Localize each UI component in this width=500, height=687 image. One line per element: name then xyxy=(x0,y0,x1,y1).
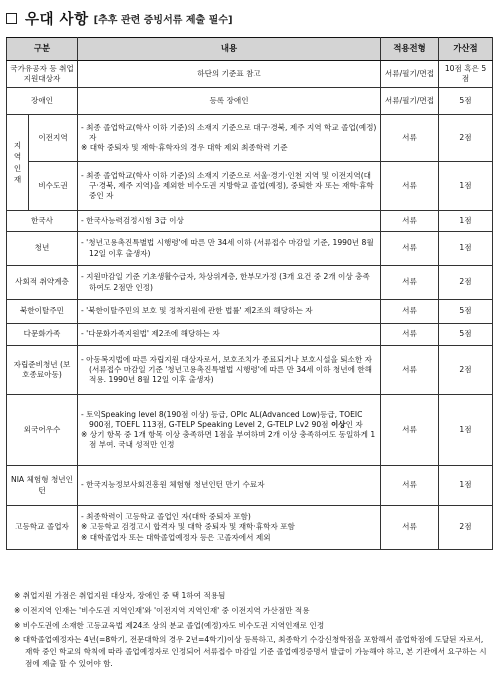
footnote: ※ 취업지원 가점은 취업지원 대상자, 장애인 중 택 1하여 적용됨 xyxy=(14,591,226,600)
checkbox-icon xyxy=(6,13,17,24)
footnote: ※ 이전지역 인재는 '비수도권 지역인재'와 '이전지역 지역인재' 중 이전지역 가산점만 적용 xyxy=(14,605,310,615)
row-type: 서류 xyxy=(381,506,439,550)
table-row xyxy=(7,466,493,506)
row-category: 고등학교 졸업자 xyxy=(7,506,78,550)
row-points: 5점 xyxy=(439,324,493,346)
row-points: 1점 xyxy=(439,211,493,232)
row-points: 1점 xyxy=(439,232,493,266)
table-row xyxy=(7,232,493,266)
footnote: ※ 비수도권에 소재한 고등교육법 제24조 상의 분교 졸업(예정)자도 비수도권 지역인재로 인정 xyxy=(14,620,325,630)
table-row xyxy=(7,162,493,211)
table-row xyxy=(7,61,493,88)
row-type: 서류 xyxy=(381,266,439,300)
table-row xyxy=(7,211,493,232)
table-row xyxy=(7,395,493,466)
row-content: - 지원마감일 기준 기초생활수급자, 차상위계층, 한부모가정 (3개 요건 중 2개 이상 충족하여도 2점만 인정) xyxy=(78,266,381,300)
row-points: 2점 xyxy=(439,506,493,550)
footnote: ※ 대학졸업예정자는 4년(=8학기, 전문대학의 경우 2년=4학기)이상 등록하고, 최종학기 수강신청학점을 포함해서 졸업학점에 도달된 자로서, 재학 중인 학교의 학칙에 따라 졸업예정자로 인정되어 서류접수 마감일 기준 졸업예정증명서 발급이 가능해야 하고, 본 기관에서 요구하는 시점에 제출 할 수 있어야 함. xyxy=(14,635,487,668)
row-category: 장애인 xyxy=(7,88,78,115)
row-type: 서류 xyxy=(381,395,439,466)
row-points: 10점 혹은 5점 xyxy=(439,61,493,88)
table-row xyxy=(7,346,493,395)
row-points: 2점 xyxy=(439,115,493,162)
section-note: [추후 관련 증빙서류 제출 필수] xyxy=(93,14,233,26)
row-content: - 토익Speaking level 8(190점 이상) 등급, OPIc AL(Advanced Low)등급, TOEIC 900점, TOEFL 113점, G-TELP Speaking Level 2, G-TELP Lv2 90점 이상인 자 ※ 상기 항목 중 1개 항목 이상 충족하면 1점을 부여하며 2개 이상 충족하여도 동일하게 1점 부여. 국내 성적만 인정 xyxy=(78,395,381,466)
row-category: 국가유공자 등 취업지원대상자 xyxy=(7,61,78,88)
table-row xyxy=(7,300,493,324)
row-category: 다문화가족 xyxy=(7,324,78,346)
table-row xyxy=(7,506,493,550)
table-row xyxy=(7,115,493,162)
row-type: 서류 xyxy=(381,466,439,506)
row-points: 1점 xyxy=(439,395,493,466)
row-points: 2점 xyxy=(439,266,493,300)
footnotes xyxy=(14,590,492,673)
row-points: 1점 xyxy=(439,466,493,506)
row-type: 서류 xyxy=(381,324,439,346)
row-category: 북한이탈주민 xyxy=(7,300,78,324)
row-category: 청년 xyxy=(7,232,78,266)
row-type: 서류 xyxy=(381,162,439,211)
row-type: 서류/필기/면접 xyxy=(381,88,439,115)
row-content: - 한국지능정보사회진흥원 체험형 청년인턴 만기 수료자 xyxy=(78,466,381,506)
row-category: NIA 체험형 청년인턴 xyxy=(7,466,78,506)
row-points: 2점 xyxy=(439,346,493,395)
table-row xyxy=(7,324,493,346)
row-type: 서류/필기/면접 xyxy=(381,61,439,88)
row-content: 등록 장애인 xyxy=(78,88,381,115)
row-points: 1점 xyxy=(439,162,493,211)
row-type: 서류 xyxy=(381,346,439,395)
row-points: 5점 xyxy=(439,88,493,115)
row-category: 자립준비청년 (보호종료아동) xyxy=(7,346,78,395)
row-group-regional: 지 역 인 재 xyxy=(7,115,29,211)
row-category: 이전지역 xyxy=(29,115,78,162)
row-content: - '북한이탈주민의 보호 및 정착지원에 관한 법률' 제2조의 해당하는 자 xyxy=(78,300,381,324)
row-category: 한국사 xyxy=(7,211,78,232)
row-content: - 최종 졸업학교(학사 이하 기준)의 소재지 기준으로 서울·경기·인천 지역 및 이전지역(대구·경북, 제주 지역)을 제외한 비수도권 지방학교 졸업(예정), 중퇴한 자 또는 재학·휴학 중인 자 xyxy=(78,162,381,211)
table-header-row xyxy=(7,38,493,61)
row-content: - 한국사능력검정시험 3급 이상 xyxy=(78,211,381,232)
header-points: 가산점 xyxy=(439,38,493,61)
row-content: - 최종 졸업학교(학사 이하 기준)의 소재지 기준으로 대구·경북, 제주 지역 학교 졸업(예정)자 ※ 대학 중퇴자 및 재학·휴학자의 경우 대학 제외 최종학력 기준 xyxy=(78,115,381,162)
row-content: - '청년고용촉진특별법 시행령'에 따른 만 34세 이하 (서류접수 마감일 기준, 1990년 8월 12일 이후 출생자) xyxy=(78,232,381,266)
row-category: 비수도권 xyxy=(29,162,78,211)
section-header xyxy=(6,6,233,30)
row-content: 하단의 기준표 참고 xyxy=(78,61,381,88)
header-content: 내용 xyxy=(78,38,381,61)
table-row xyxy=(7,88,493,115)
row-type: 서류 xyxy=(381,115,439,162)
row-content: - 아동복지법에 따른 자립지원 대상자로서, 보호조치가 종료되거나 보호시설을 퇴소한 자 (서류접수 마감일 기준 '청년고용촉진특별법 시행령'에 따른 만 34세 이하 청년에 한해 적용. 1990년 8월 12일 이후 출생자) xyxy=(78,346,381,395)
row-type: 서류 xyxy=(381,232,439,266)
row-category: 외국어우수 xyxy=(7,395,78,466)
row-type: 서류 xyxy=(381,300,439,324)
row-content: - 최종학력이 고등학교 졸업인 자(대학 중퇴자 포함) ※ 고등학교 검정고시 합격자 및 대학 중퇴자 및 재학·휴학자 포함 ※ 대학졸업자 또는 대학졸업예정자 등은 고졸자에서 제외 xyxy=(78,506,381,550)
preference-table xyxy=(6,37,493,550)
row-points: 5점 xyxy=(439,300,493,324)
header-type: 적용전형 xyxy=(381,38,439,61)
row-category: 사회적 취약계층 xyxy=(7,266,78,300)
row-content: - '다문화가족지원법' 제2조에 해당하는 자 xyxy=(78,324,381,346)
section-title: 우대 사항 xyxy=(25,11,89,28)
row-type: 서류 xyxy=(381,211,439,232)
table-row xyxy=(7,266,493,300)
header-category: 구분 xyxy=(7,38,78,61)
